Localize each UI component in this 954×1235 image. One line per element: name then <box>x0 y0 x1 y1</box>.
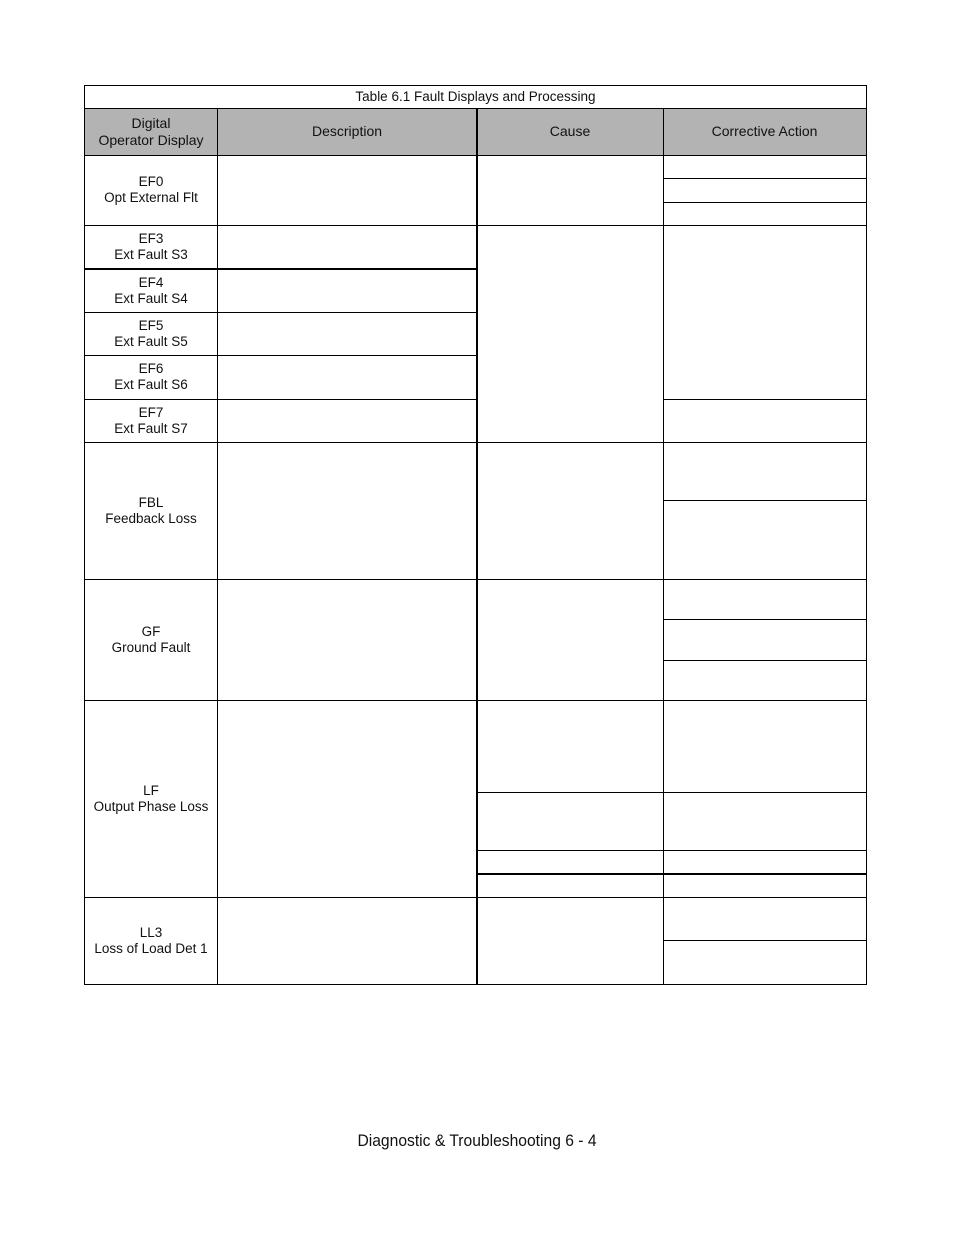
action-sep-gf-2 <box>663 660 867 661</box>
table-caption: Table 6.1 Fault Displays and Processing <box>355 89 596 104</box>
row-sep-ef3 <box>84 268 477 270</box>
header-description: Description <box>311 123 383 139</box>
display-cell-ef5: EF5 Ext Fault S5 <box>114 317 188 349</box>
lf-sep-1 <box>477 792 867 793</box>
row-sep-ef0 <box>84 225 867 226</box>
row-sep-ef6 <box>84 399 477 400</box>
display-cell-ll3: LL3 Loss of Load Det 1 <box>94 924 208 956</box>
header-display: Digital Operator Display <box>98 114 204 148</box>
action-sep-ef0-1 <box>663 178 867 179</box>
display-cell-lf: LF Output Phase Loss <box>93 782 209 814</box>
header-action: Corrective Action <box>711 123 818 139</box>
action-sep-ef0-2 <box>663 202 867 203</box>
lf-sep-3 <box>477 873 867 875</box>
display-cell-ef3: EF3 Ext Fault S3 <box>114 231 188 262</box>
col-divider-1 <box>217 108 218 985</box>
display-cell-fbl: FBL Feedback Loss <box>105 494 197 526</box>
col-divider-3 <box>663 108 664 985</box>
row-sep-fbl <box>84 579 867 580</box>
display-cell-ef0: EF0 Opt External Flt <box>104 174 198 205</box>
action-sep-ll3 <box>663 940 867 941</box>
border-left <box>84 85 85 985</box>
lf-sep-2 <box>477 850 867 851</box>
col-divider-2 <box>476 108 478 985</box>
display-cell-gf: GF Ground Fault <box>111 623 191 655</box>
row-sep-ef7 <box>84 442 867 443</box>
display-cell-ef7: EF7 Ext Fault S7 <box>114 404 188 436</box>
border-top <box>84 85 867 86</box>
page-footer: Diagnostic & Troubleshooting 6 - 4 <box>357 1131 597 1150</box>
row-sep-ef4 <box>84 312 477 313</box>
display-cell-ef6: EF6 Ext Fault S6 <box>114 361 188 392</box>
display-cell-ef4: EF4 Ext Fault S4 <box>114 274 188 306</box>
row-sep-ef5 <box>84 355 477 356</box>
action-sep-gf-1 <box>663 619 867 620</box>
row-sep-lf <box>84 897 867 898</box>
action-sep-fbl <box>663 500 867 501</box>
header-cause: Cause <box>549 123 591 139</box>
row-sep-gf <box>84 700 867 701</box>
action-sep-ef <box>663 399 867 400</box>
